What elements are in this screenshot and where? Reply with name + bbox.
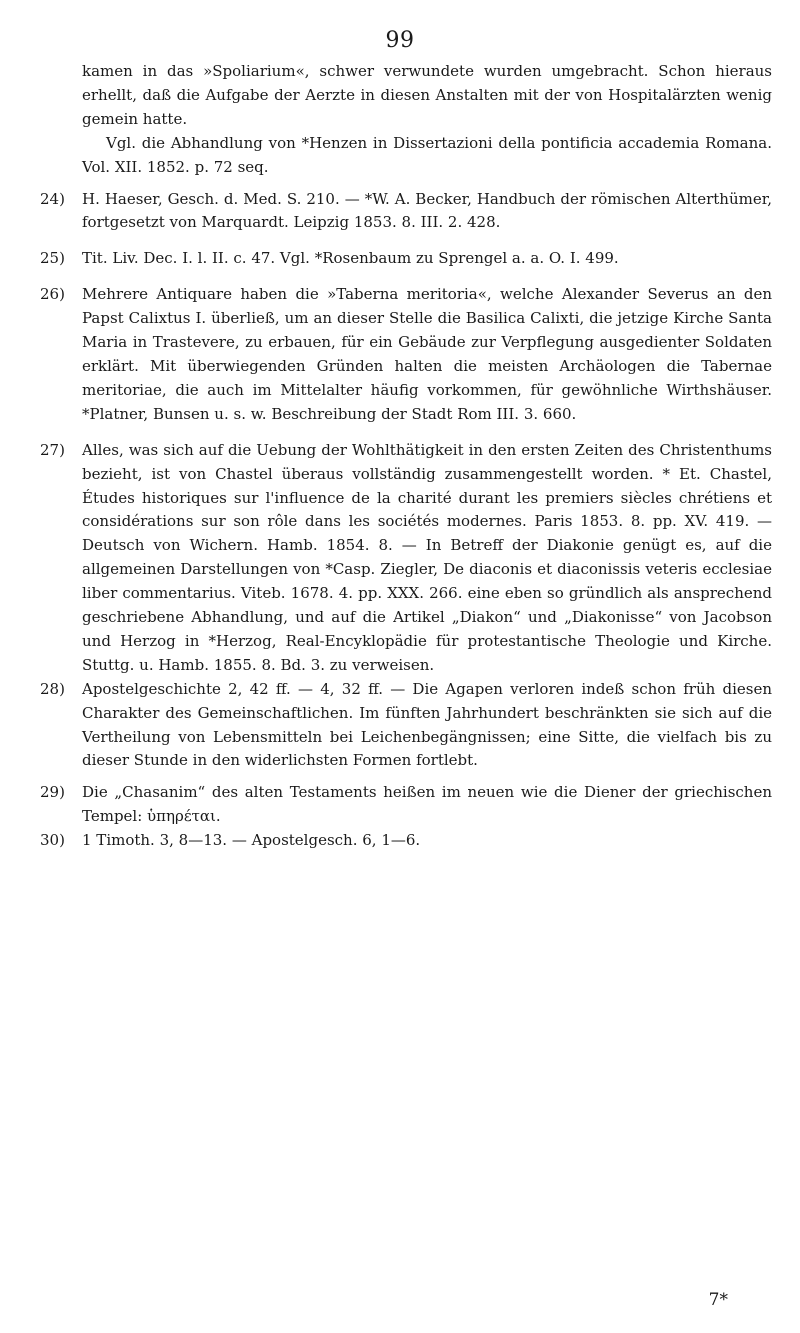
page-number: 99 — [385, 28, 415, 53]
footnote-number: 24) — [40, 189, 65, 208]
footnote-30 — [40, 829, 772, 853]
footnote-body: H. Haeser, Gesch. d. Med. S. 210. — *W. A. Becker, Handbuch der römischen Alterthümer, fortgesetzt von Marquardt. Leipzig 1853. 8. III. 2. 428. — [82, 189, 772, 232]
footnote-25 — [40, 247, 772, 271]
footnote-number: 25) — [40, 249, 65, 268]
footnote-number: 30) — [40, 831, 65, 850]
footnote-number: 29) — [40, 783, 65, 802]
footnote-number: 28) — [40, 679, 65, 698]
footnote-body: Mehrere Antiquare haben die »Taberna meritoria«, welche Alexander Severus an den Papst Calixtus I. überließ, um an dieser Stelle die Basilica Calixti, die jetzige Kirche Santa Maria in Trastevere, zu erbauen, für ein Gebäude zur Verpflegung ausgedienter Soldaten erklärt. Mit überwiegenden Gründen halten die meisten Archäologen die Tabernae meritoriae, die auch im Mittelalter häufig vorkommen, für gewöhnliche Wirthshäuser. *Platner, Bunsen u. s. w. Beschreibung der Stadt Rom III. 3. 660. — [82, 285, 772, 423]
footnote-number: 26) — [40, 285, 65, 304]
footnote-body: Die „Chasanim“ des alten Testaments heißen im neuen wie die Diener der griechischen Tempel: ὑπηρέται. — [82, 783, 772, 826]
footnote-27 — [40, 439, 772, 678]
footnote-29 — [40, 781, 772, 829]
footnote-28 — [40, 678, 772, 774]
footnote-number: 27) — [40, 440, 65, 459]
intro-paragraph: kamen in das »Spoliarium«, schwer verwundete wurden umgebracht. Schon hieraus erhellt, daß die Aufgabe der Aerzte in diesen Anstalten mit der von Hospitalärzten wenig gemein hatte. — [82, 62, 772, 128]
printer-signature: 7* — [708, 1290, 728, 1310]
footnote-text — [40, 60, 772, 853]
footnote-26 — [40, 283, 772, 426]
footnote-body: Alles, was sich auf die Uebung der Wohlthätigkeit in den ersten Zeiten des Christenthums bezieht, ist von Chastel überaus vollständig zusammengestellt worden. * Et. Chastel, Études historiques sur l'influence de la charité durant les premiers siècles chrétiens et considérations sur son rôle dans les sociétés modernes. Paris 1853. 8. pp. XV. 419. — Deutsch von Wichern. Hamb. 1854. 8. — In Betreff der Diakonie genügt es, auf die allgemeinen Darstellungen von *Casp. Ziegler, De diaconis et diaconissis veteris ecclesiae liber commentarius. Viteb. 1678. 4. pp. XXX. 266. eine eben so gründlich als ansprechend geschriebene Abhandlung, und auf die Artikel „Diakon“ und „Diakonisse“ von Jacobson und Herzog in *Herzog, Real-Encyklopädie für protestantische Theologie und Kirche. Stuttg. u. Hamb. 1855. 8. Bd. 3. zu verweisen. — [82, 440, 772, 674]
footnote-body: Apostelgeschichte 2, 42 ff. — 4, 32 ff. — Die Agapen verloren indeß schon früh diesen Charakter des Gemeinschaftlichen. Im fünften Jahrhundert beschränkten sie sich auf die Vertheilung von Lebensmitteln bei Leichenbegängnissen; eine Sitte, die vielfach bis zu dieser Stunde in den widerlichsten Formen fortlebt. — [82, 679, 772, 770]
footnote-body: 1 Timoth. 3, 8—13. — Apostelgesch. 6, 1—6. — [82, 831, 421, 850]
reference-paragraph: Vgl. die Abhandlung von *Henzen in Dissertazioni della pontificia accademia Romana. Vol. XII. 1852. p. 72 seq. — [82, 133, 772, 176]
footnote-24 — [40, 188, 772, 236]
footnote-body: Tit. Liv. Dec. I. l. II. c. 47. Vgl. *Rosenbaum zu Sprengel a. a. O. I. 499. — [82, 249, 619, 268]
